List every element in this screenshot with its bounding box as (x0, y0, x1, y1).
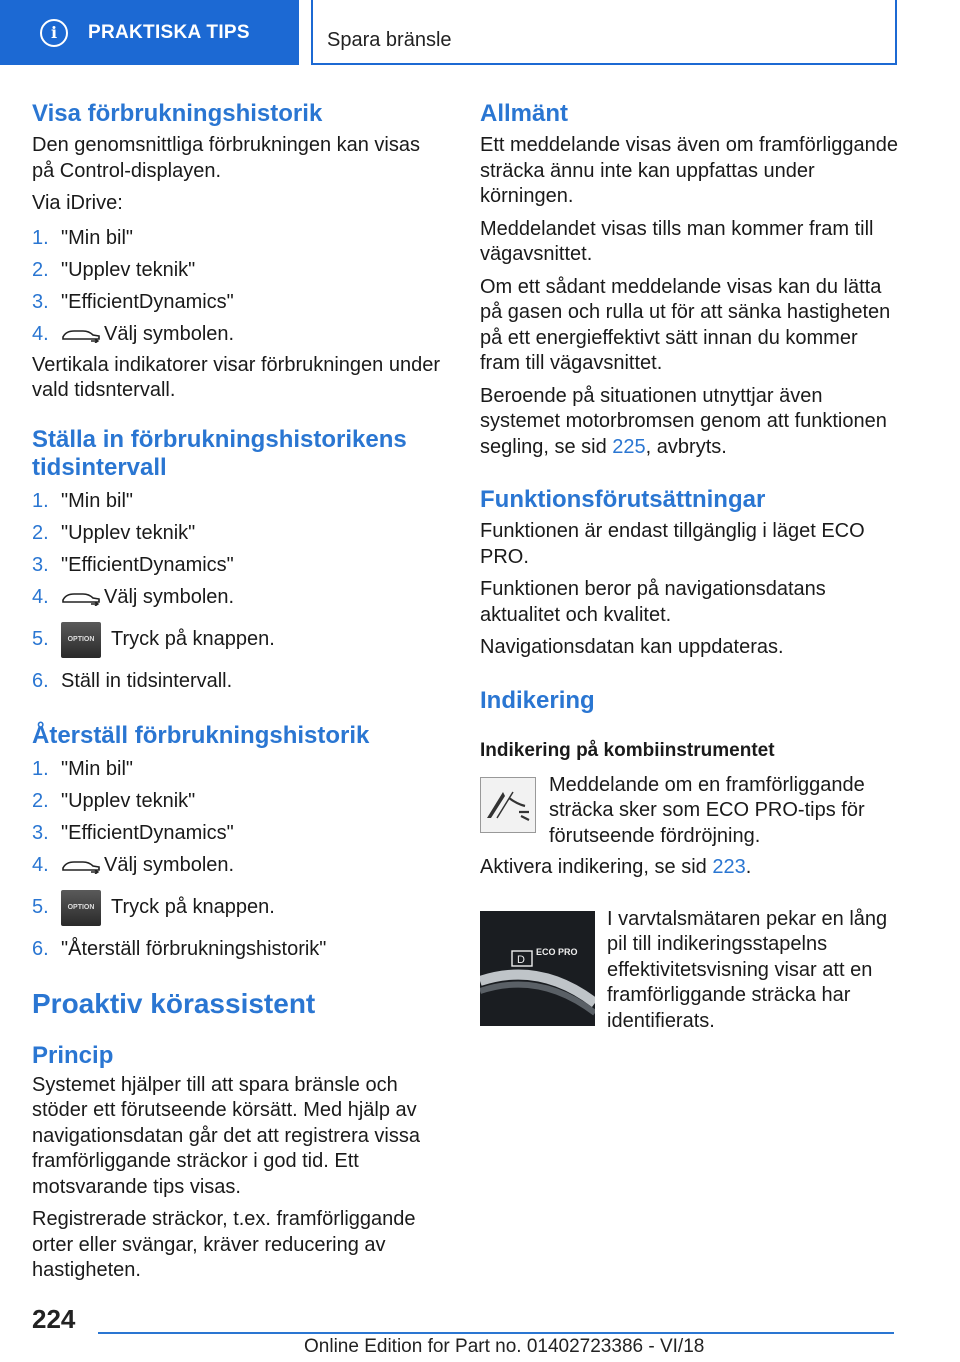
option-button-icon: OPTION (61, 890, 101, 926)
heading-requirements: Funktionsförutsättningar (480, 486, 766, 513)
heading-set-interval: Ställa in förbrukningshistorikens tidsintervall (32, 425, 407, 481)
list-item: 2. "Upplev teknik" (32, 522, 196, 544)
warning-block (480, 773, 900, 850)
list-item: 5. OPTION Tryck på knappen. (32, 614, 440, 666)
edition-text: Online Edition for Part no. 01402723386 - VI/18 (304, 1336, 705, 1357)
car-efficiency-icon (61, 858, 101, 874)
list-item: 1. "Min bil" (32, 490, 133, 512)
list-item: 2. "Upplev teknik" (32, 790, 196, 812)
info-icon: i (40, 19, 68, 47)
page-link-225[interactable]: 225 (612, 435, 646, 458)
svg-text:D: D (517, 953, 525, 966)
footer-rule (98, 1332, 894, 1334)
list-item: 4. Välj symbolen. (32, 323, 235, 345)
paragraph: Via iDrive: (32, 192, 123, 214)
section-label: PRAKTISKA TIPS (88, 21, 250, 43)
list-item: 1. "Min bil" (32, 758, 133, 780)
heading-indication: Indikering (480, 686, 595, 714)
paragraph: Funktionen beror på navigationsdatans aktualitet och kvalitet. (480, 578, 826, 626)
heading-principle: Princip (32, 1041, 114, 1069)
paragraph: Meddelandet visas tills man kommer fram till vägavsnittet. (480, 217, 874, 265)
header-page-title-box (311, 0, 897, 65)
list-item: 3. "EfficientDynamics" (32, 291, 234, 313)
paragraph: Ett meddelande visas även om framförliggande sträcka ännu inte kan uppfattas under körningen. (480, 134, 899, 207)
list-item: 3. "EfficientDynamics" (32, 554, 234, 576)
page-number: 224 (32, 1304, 76, 1334)
header-section-tab (0, 0, 299, 65)
car-efficiency-icon (61, 327, 101, 343)
subheading-instrument-cluster: Indikering på kombiinstrumentet (480, 739, 775, 761)
heading-reset-history: Återställ förbrukningshistorik (32, 721, 370, 749)
svg-text:ECO PRO: ECO PRO (536, 946, 578, 957)
paragraph: Den genomsnittliga förbrukningen kan visas på Control-displayen. (32, 134, 420, 182)
page-title: Spara bränsle (327, 29, 452, 51)
steps-list (32, 223, 440, 351)
list-item: 6. "Återställ förbrukningshistorik" (32, 938, 327, 960)
car-efficiency-icon (61, 590, 101, 606)
paragraph: Registrerade sträckor, t.ex. framförliggande orter eller svängar, kräver reducering av hastigheten. (32, 1208, 416, 1281)
right-column (480, 100, 900, 1034)
list-item: 3. "EfficientDynamics" (32, 822, 234, 844)
list-item: 1. "Min bil" (32, 227, 133, 249)
list-item: 5. OPTION Tryck på knappen. (32, 882, 440, 934)
paragraph: Beroende på situationen utnyttjar även systemet motorbromsen genom att funktionen segling, se sid 225, avbryts. (480, 384, 887, 458)
paragraph: Vertikala indikatorer visar förbrukningen under vald tidsntervall. (32, 353, 440, 401)
paragraph: Meddelande om en framförliggande sträcka sker som ECO PRO-tips för förutseende fördröjning. (549, 773, 865, 847)
paragraph: I varvtalsmätaren pekar en lång pil till indikeringsstapelns effektivitetsvisning visar att en framförliggande sträcka har identifierats. (607, 907, 888, 1032)
paragraph: Funktionen är endast tillgänglig i läget ECO PRO. (480, 520, 865, 568)
eco-pro-gauge-image (480, 911, 595, 1026)
list-item: 4. Välj symbolen. (32, 586, 235, 608)
paragraph: Systemet hjälper till att spara bränsle och stöder ett förutseende körsätt. Med hjälp av navigationsdatan går det att registrera vissa framförliggande sträckor i god tid. Ett motsvarande tips visas. (32, 1073, 420, 1198)
heading-show-history: Visa förbrukningshistorik (32, 100, 323, 127)
left-column (32, 100, 440, 1284)
option-button-icon: OPTION (61, 622, 101, 658)
steps-list (32, 754, 440, 966)
road-warning-icon (480, 777, 536, 833)
paragraph: Aktivera indikering, se sid 223. (480, 856, 752, 878)
list-item: 4. Välj symbolen. (32, 854, 235, 876)
paragraph: Om ett sådant meddelande visas kan du lätta på gasen och rulla ut för att sänka hastigheten på ett energieffektivt sätt innan du kommer fram till vägavsnittet. (480, 275, 891, 374)
heading-general: Allmänt (480, 100, 569, 127)
paragraph: Navigationsdatan kan uppdateras. (480, 636, 784, 658)
eco-pro-block (480, 907, 900, 1035)
page-link-223[interactable]: 223 (712, 856, 746, 878)
list-item: 6. Ställ in tidsintervall. (32, 670, 233, 692)
heading-proactive-assistant: Proaktiv körassistent (32, 987, 316, 1019)
list-item: 2. "Upplev teknik" (32, 259, 196, 281)
steps-list (32, 486, 440, 698)
